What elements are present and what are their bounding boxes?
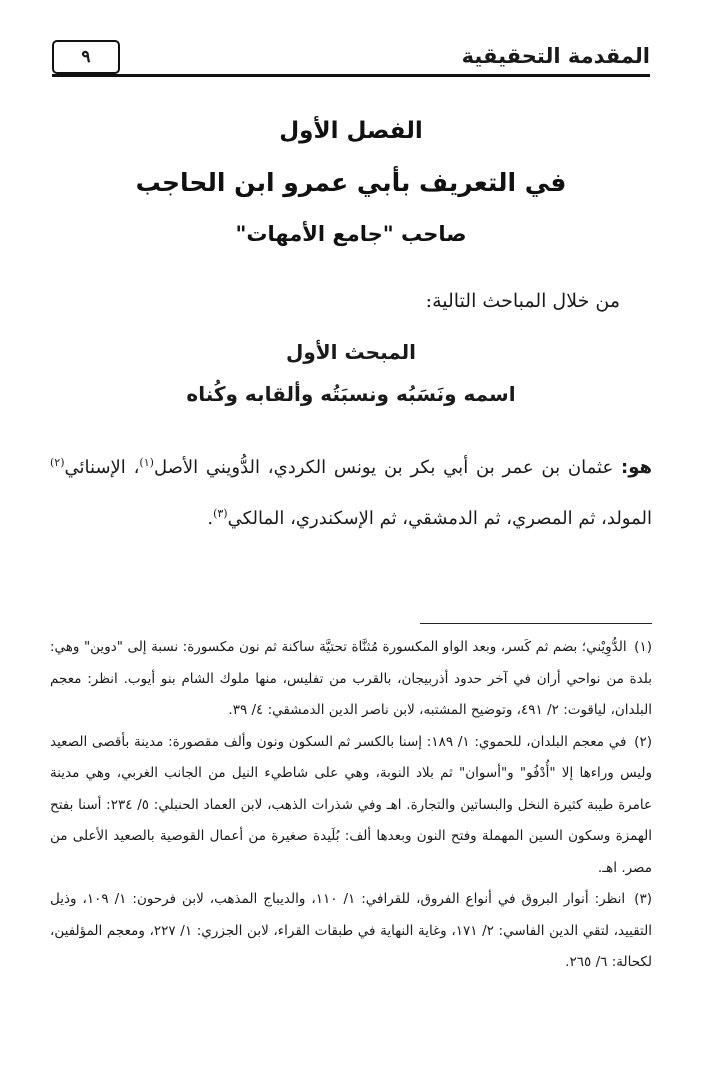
footnote-divider bbox=[420, 623, 652, 624]
footnote-number: (٣) bbox=[634, 891, 652, 907]
running-header-title: المقدمة التحقيقية bbox=[461, 44, 650, 68]
body-text-part1: عثمان بن عمر بن أبي بكر بن يونس الكردي، الدُّويني الأصل bbox=[153, 457, 614, 478]
footnote-ref-1[interactable]: (١) bbox=[139, 456, 154, 469]
footnote-ref-3[interactable]: (٣) bbox=[213, 507, 228, 520]
chapter-subtitle-2: صاحب "جامع الأمهات" bbox=[235, 222, 467, 246]
footnote-number: (٢) bbox=[634, 733, 652, 750]
page-number-box: ٩ bbox=[52, 40, 120, 74]
body-lead: هو: bbox=[621, 457, 652, 478]
body-text-part2: ، الإسنائي bbox=[64, 457, 140, 478]
body-text-part3: المولد، ثم المصري، ثم الدمشقي، ثم الإسكندري، المالكي bbox=[227, 508, 652, 529]
header-divider bbox=[52, 74, 650, 77]
footnote-ref-2[interactable]: (٢) bbox=[50, 456, 65, 469]
footnote-number: (١) bbox=[634, 639, 652, 655]
footnote-1 bbox=[50, 632, 652, 727]
footnotes bbox=[50, 632, 652, 979]
body-paragraph bbox=[50, 440, 652, 542]
footnote-text: في معجم البلدان، للحموي: ١/ ١٨٩: إسنا بالكسر ثم السكون ونون وألف مقصورة: مدينة بأقصى الصعيد وليس وراءها إلا "أُدْفُو" و"أسوان" ثم بلاد النوبة، وهي على شاطيء النيل من الجانب الغربي، وهي مدينة عامرة طيبة كثيرة النخل والبساتين والتجارة. اهـ وفي شذرات الذهب، لابن العماد الحنبلي: ٥/ ٢٣٤: أسنا بفتح الهمزة وسكون السين المهملة وفتح النون وبعدها ألف: بُلَيدة صغيرة من أعمال القوصية بالصعيد الأعلى من مصر. اهـ. bbox=[50, 733, 652, 876]
footnote-2 bbox=[50, 727, 652, 885]
section-title: المبحث الأول bbox=[285, 340, 417, 364]
footnote-text: انظر: أنوار البروق في أنواع الفروق، للقرافي: ١/ ١١٠، والديباج المذهب، لابن فرحون: ١/ ١٠٩، وذيل التقييد، لتقي الدين الفاسي: ٢/ ١٧١، وغاية النهاية في طبقات القراء، لابن الجزري: ١/ ٢٢٧، ومعجم المؤلفين، لكحالة: ٦/ ٢٦٥. bbox=[50, 891, 652, 970]
footnote-text: الدُّوِيْني؛ بضم ثم كَسر، وبعد الواو المكسورة مُثنَّاة تحتيَّة ساكنة ثم نون مكسورة: نسبة إلى "دوين" وهي: بلدة من نواحي أران في آخر حدود أذربيجان، بالقرب من تفليس، منها ملوك الشام بنو أيوب. انظر: معجم البلدان، لياقوت: ٢/ ٤٩١، وتوضيح المشتبه، لابن ناصر الدين الدمشقي: ٤/ ٣٩. bbox=[50, 639, 652, 718]
footnote-3 bbox=[50, 884, 652, 979]
chapter-title: الفصل الأول bbox=[279, 118, 423, 144]
body-text-end: . bbox=[207, 508, 214, 529]
intro-text: من خلال المباحث التالية: bbox=[425, 290, 620, 312]
chapter-subtitle: في التعريف بأبي عمرو ابن الحاجب bbox=[135, 168, 567, 197]
section-subtitle: اسمه ونَسَبُه ونسبَتُه وألقابه وكُناه bbox=[186, 382, 516, 406]
page-header bbox=[52, 40, 650, 78]
